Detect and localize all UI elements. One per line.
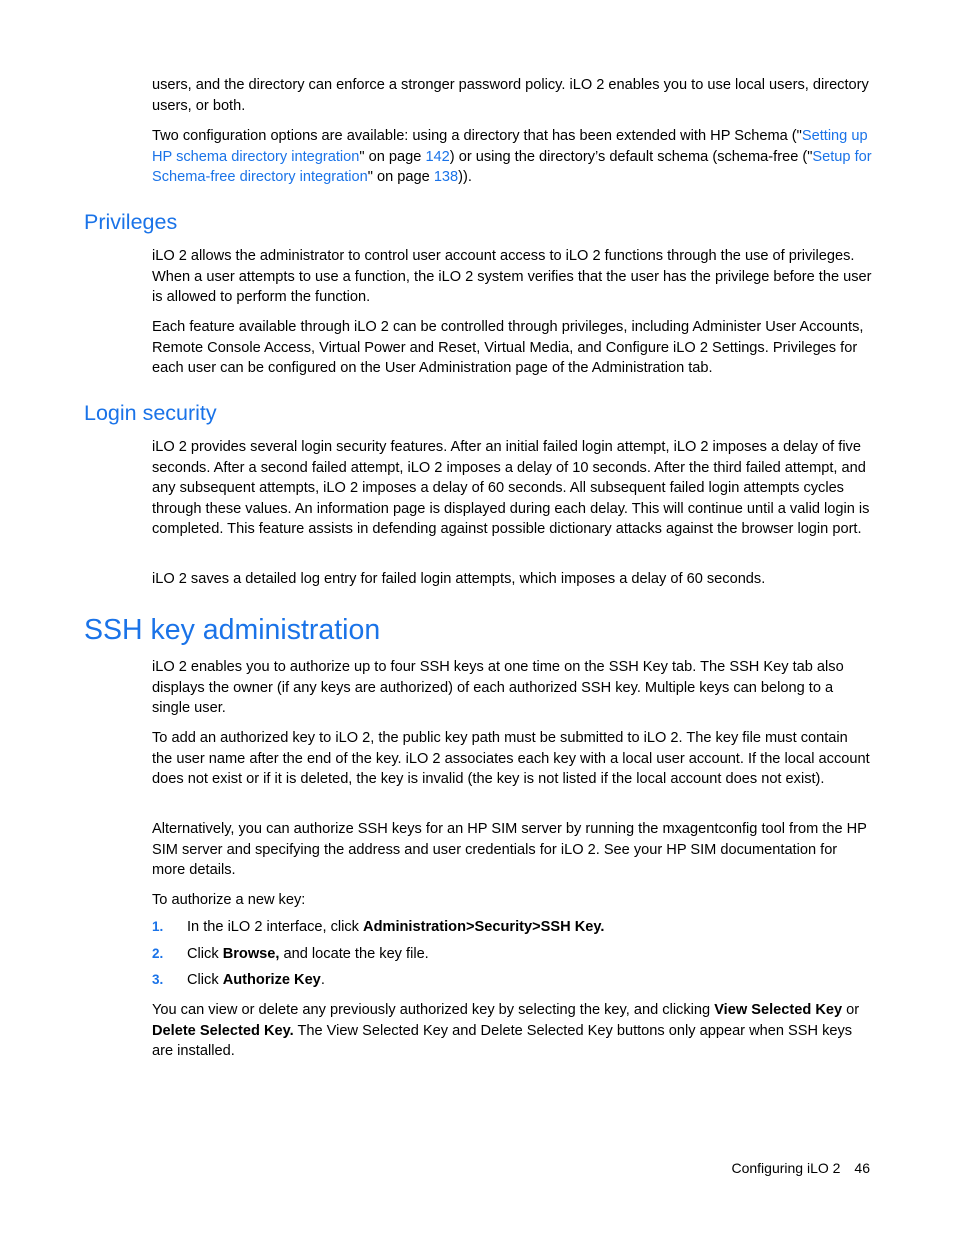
step-item: [152, 970, 872, 991]
ssh-key-administration-heading: SSH key administration: [84, 614, 381, 646]
privileges-paragraph-1: iLO 2 allows the administrator to control user account access to iLO 2 functions through the use of privileges. When a user attempts to use a function, the iLO 2 system verifies that the user has the privilege before the user is allowed to perform the function.: [152, 248, 872, 305]
link-page-138[interactable]: 138: [433, 169, 459, 185]
link-hp-schema-integration[interactable]: Setting up HP schema directory integration: [152, 128, 868, 165]
ssh-p5-text-c: The View Selected Key and Delete Selected Key buttons only appear when SSH keys are installed.: [152, 1022, 853, 1059]
ssh-p5-text-b: or: [842, 1002, 860, 1018]
intro-text-e: )).: [458, 169, 472, 185]
ssh-paragraph-5: [152, 1000, 872, 1062]
intro-paragraph-2: [152, 126, 872, 188]
footer-page-number: 46: [854, 1160, 870, 1176]
ssh-p5-bold-view: View Selected Key: [714, 1002, 843, 1018]
step-number: 1.: [152, 919, 164, 934]
step-item: [152, 944, 872, 965]
ssh-p5-bold-delete: Delete Selected Key.: [152, 1022, 294, 1039]
ssh-paragraph-1: iLO 2 enables you to authorize up to four SSH keys at one time on the SSH Key tab. The SSH Key tab also displays the owner (if any keys are authorized) of each authorized SSH key. Multiple keys can belong to a single user.: [152, 659, 844, 716]
step-number: 3.: [152, 972, 164, 987]
authorize-key-steps: [152, 917, 872, 997]
privileges-paragraph-2: Each feature available through iLO 2 can be controlled through privileges, including Administer User Accounts, Remote Console Access, Virtual Power and Reset, Virtual Media, and Configure iLO 2 Settings. Privileges for each user can be configured on the User Administration page of the Administration tab.: [152, 319, 864, 376]
step-text: Click: [187, 972, 223, 988]
login-security-paragraph-1: iLO 2 provides several login security features. After an initial failed login attempt, iLO 2 imposes a delay of five seconds. After a second failed attempt, iLO 2 imposes a delay of 10 seconds. After the third failed attempt, and any subsequent attempts, iLO 2 imposes a delay of 60 seconds. All subsequent failed login attempts cycles through these values. An information page is displayed during each delay. This will continue until a valid login is completed. This feature assists in defending against possible dictionary attacks against the browser login port.: [152, 439, 870, 537]
intro-text-a: Two configuration options are available: using a directory that has been extended with HP Schema (": [152, 128, 802, 144]
link-page-142[interactable]: 142: [425, 148, 450, 165]
intro-text-b: " on page: [359, 148, 426, 165]
intro-text-d: " on page: [367, 169, 434, 185]
ssh-paragraph-4: To authorize a new key:: [152, 892, 306, 908]
step-bold: Administration>Security>SSH Key.: [363, 919, 605, 935]
ssh-paragraph-3: Alternatively, you can authorize SSH keys for an HP SIM server by running the mxagentconfig tool from the HP SIM server and specifying the address and user credentials for iLO 2. See your HP SIM documentation for more details.: [152, 821, 867, 878]
login-security-paragraph-2: iLO 2 saves a detailed log entry for failed login attempts, which imposes a delay of 60 seconds.: [152, 571, 766, 587]
step-text-post: .: [320, 972, 325, 988]
intro-text-c: ) or using the directory’s default schema (schema-free (": [449, 148, 813, 165]
ssh-p5-text-a: You can view or delete any previously authorized key by selecting the key, and clicking: [152, 1002, 715, 1018]
page-footer: [731, 1158, 870, 1178]
ssh-paragraph-2: To add an authorized key to iLO 2, the public key path must be submitted to iLO 2. The key file must contain the user name after the end of the key. iLO 2 associates each key with a local user account. If the local account does not exist or if it is deleted, the key is invalid (the key is not listed if the local account does not exist).: [152, 730, 870, 787]
login-security-heading: Login security: [84, 401, 217, 425]
footer-section-title: Configuring iLO 2: [731, 1160, 841, 1176]
step-text: In the iLO 2 interface, click: [187, 919, 364, 935]
intro-paragraph-1: users, and the directory can enforce a stronger password policy. iLO 2 enables you to use local users, directory users, or both.: [152, 77, 869, 114]
link-schema-free-integration[interactable]: Setup for Schema-free directory integration: [152, 148, 872, 185]
step-text-post: and locate the key file.: [279, 945, 429, 962]
step-item: [152, 917, 872, 938]
step-text: Click: [187, 945, 223, 962]
privileges-heading: Privileges: [84, 210, 178, 234]
step-bold: Authorize Key: [222, 972, 321, 988]
step-number: 2.: [152, 945, 164, 961]
step-bold: Browse,: [222, 945, 280, 962]
